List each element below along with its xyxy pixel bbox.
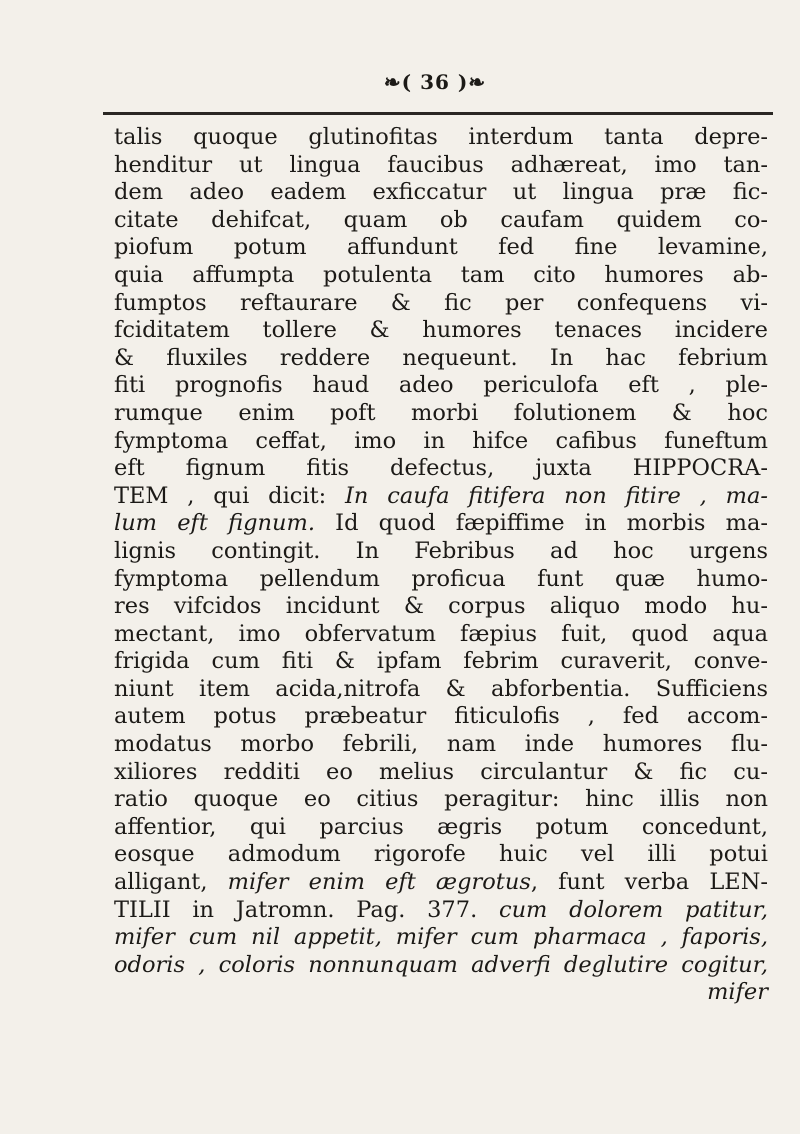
text-line: piofum potum affundunt fed fine levamine,	[114, 234, 768, 261]
text-line: affentior, qui parcius ægris potum concedunt,	[114, 813, 768, 840]
text-line: lignis contingit. In Febribus ad hoc urgens	[114, 537, 768, 564]
text-line: fciditatem tollere & humores tenaces incidere	[114, 317, 768, 344]
text-line: henditur ut lingua faucibus adhæreat, imo tan-	[114, 151, 768, 178]
text-line: fumptos reftaurare & fic per confequens vi-	[114, 289, 768, 316]
text-line: talis quoque glutinofitas interdum tanta depre-	[114, 124, 768, 150]
text-line: mifer cum nil appetit, mifer cum pharmaca , faporis,	[114, 924, 768, 951]
text-line: autem potus præbeatur fiticulofis , fed accom-	[114, 703, 768, 730]
text-line: fymptoma pellendum proficua funt quæ humo-	[114, 565, 768, 592]
text-line: niunt item acida,nitrofa & abforbentia. Sufficiens	[114, 675, 768, 702]
text-line: ratio quoque eo citius peragitur: hinc illis non	[114, 786, 768, 813]
text-line: mectant, imo obfervatum fæpius fuit, quod aqua	[114, 620, 768, 647]
text-line: res vifcidos incidunt & corpus aliquo modo hu-	[114, 593, 768, 620]
body-text	[114, 124, 768, 1007]
page-number: ❧( 36 )❧	[383, 70, 487, 94]
text-line: & fluxiles reddere nequeunt. In hac febrium	[114, 344, 768, 371]
text-line: quia affumpta potulenta tam cito humores ab-	[114, 261, 768, 288]
text-line: dem adeo eadem exficcatur ut lingua præ fic-	[114, 179, 768, 206]
text-line: eft fignum fitis defectus, juxta HIPPOCRA-	[114, 455, 768, 482]
text-line: frigida cum fiti & ipfam febrim curaverit, conve-	[114, 648, 768, 675]
text-line: odoris , coloris nonnunquam adverfi deglutire cogitur,	[114, 951, 768, 978]
text-line: alligant, mifer enim eft ægrotus, funt verba LEN-	[114, 869, 768, 896]
text-line: TEM , qui dicit: In caufa fitifera non fitire , ma-	[114, 482, 768, 509]
text-line: modatus morbo febrili, nam inde humores flu-	[114, 731, 768, 758]
catchword: mifer	[707, 979, 768, 1006]
text-line: lum eft fignum. Id quod fæpiffime in morbis ma-	[114, 510, 768, 537]
text-line: xiliores redditi eo melius circulantur & fic cu-	[114, 758, 768, 785]
text-line: fymptoma ceffat, imo in hifce cafibus funeftum	[114, 427, 768, 454]
text-line: fiti prognofis haud adeo periculofa eft , ple-	[114, 372, 768, 399]
text-line: eosque admodum rigorofe huic vel illi potui	[114, 841, 768, 868]
header-rule	[103, 112, 773, 115]
text-line: TILII in Jatromn. Pag. 377. cum dolorem patitur,	[114, 896, 769, 923]
text-line: rumque enim poft morbi folutionem & hoc	[114, 399, 768, 426]
text-line: citate dehifcat, quam ob caufam quidem co-	[114, 206, 768, 233]
